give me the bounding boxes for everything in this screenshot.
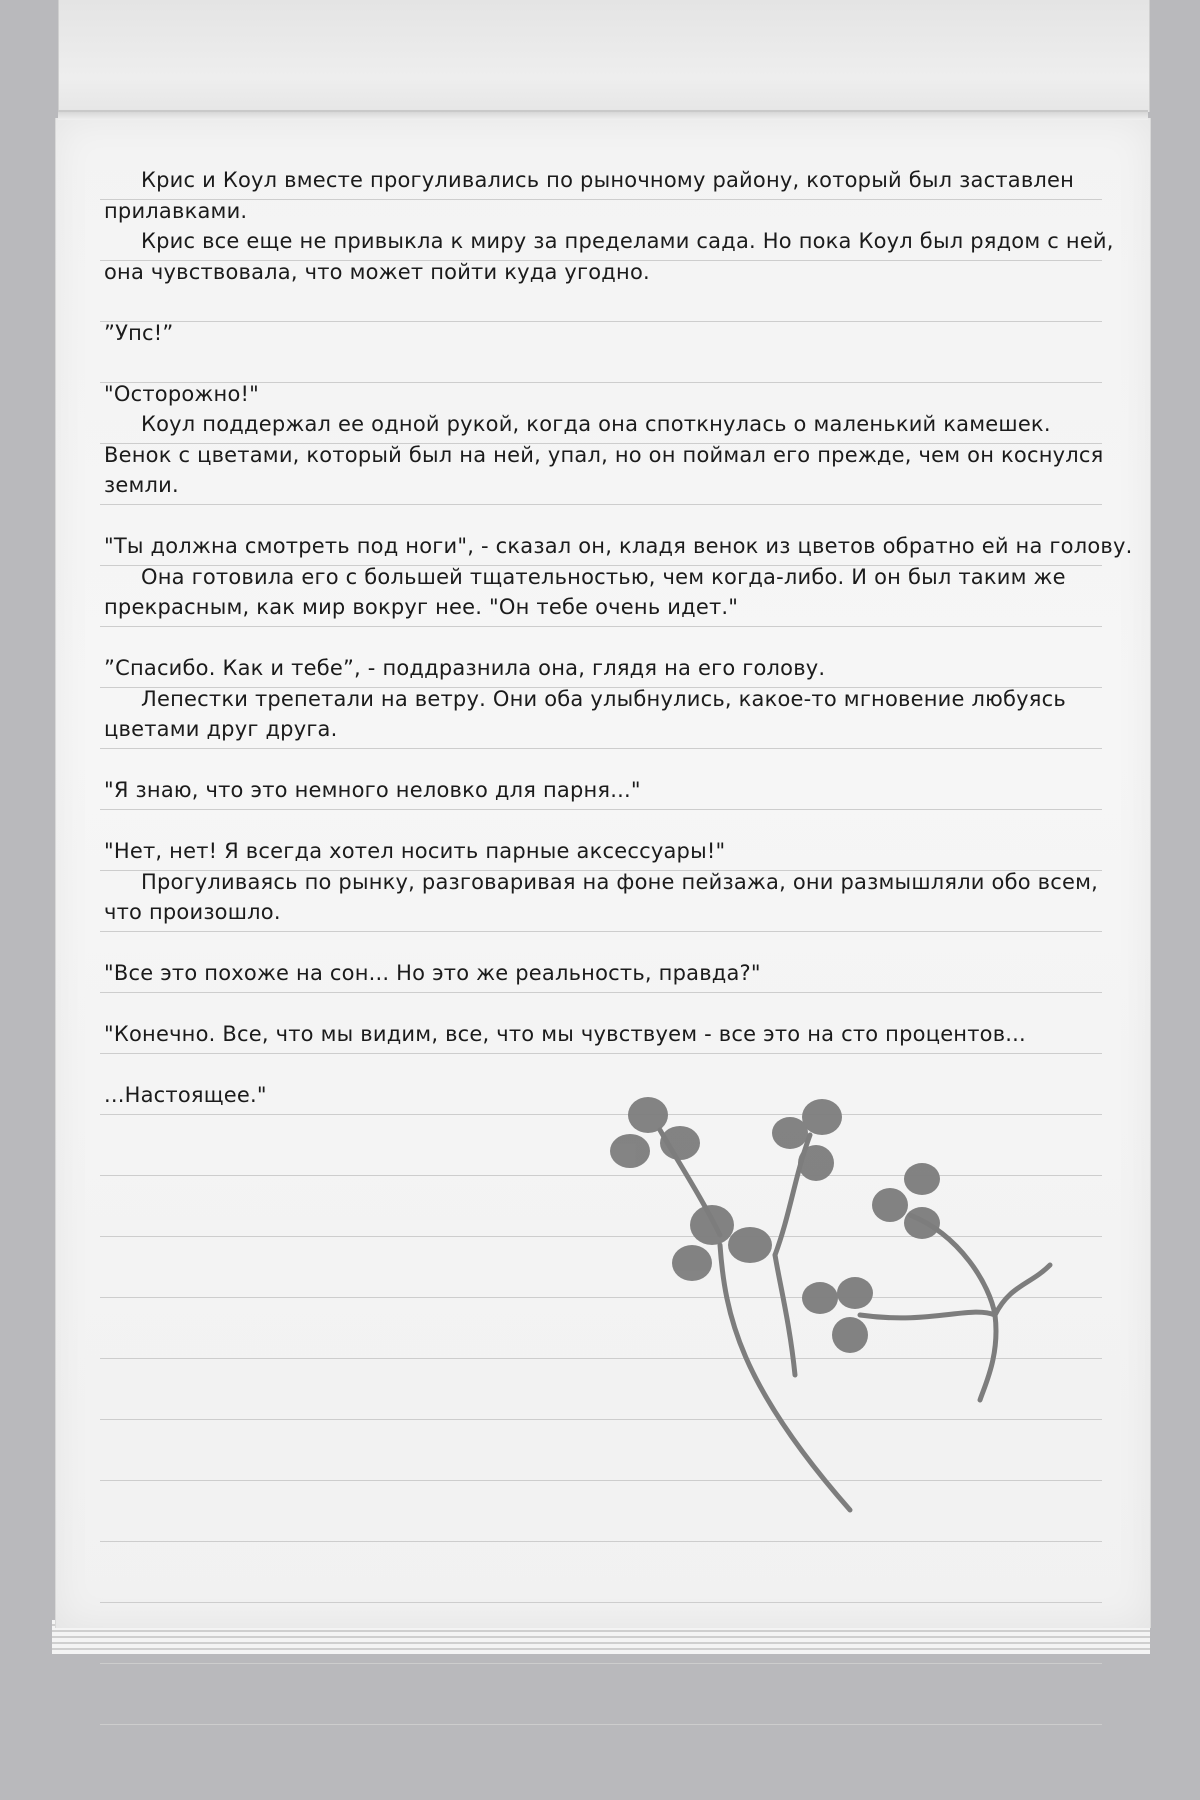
story-text xyxy=(104,165,1133,1111)
paragraph: ...Настоящее." xyxy=(104,1083,267,1107)
rule-line xyxy=(100,1663,1102,1664)
paragraph: Крис и Коул вместе прогуливались по рыночному району, который был заставлен прилавками. xyxy=(104,168,1075,223)
paragraph: "Я знаю, что это немного неловко для парня..." xyxy=(104,778,641,802)
rule-line xyxy=(100,1602,1102,1603)
paragraph: ”Спасибо. Как и тебе”, - поддразнила она, глядя на его голову. xyxy=(104,656,826,680)
paragraph: ”Упс!” xyxy=(104,320,174,345)
paragraph: Коул поддержал ее одной рукой, когда она споткнулась о маленький камешек. Венок с цветами, который был на ней, упал, но он поймал его прежде, чем он коснулся земли. xyxy=(104,412,1104,497)
notebook-binding xyxy=(58,110,1148,120)
pressed-clover-icon xyxy=(600,1085,1060,1545)
paragraph: "Все это похоже на сон... Но это же реальность, правда?" xyxy=(104,961,761,985)
paragraph: "Конечно. Все, что мы видим, все, что мы чувствуем - все это на сто процентов... xyxy=(104,1022,1026,1046)
paragraph: "Ты должна смотреть под ноги", - сказал он, кладя венок из цветов обратно ей на голову. xyxy=(104,534,1133,558)
paragraph: "Нет, нет! Я всегда хотел носить парные аксессуары!" xyxy=(104,839,726,863)
paragraph: Она готовила его с большей тщательностью, чем когда-либо. И он был таким же прекрасным, как мир вокруг нее. "Он тебе очень идет." xyxy=(104,564,1066,619)
paragraph: Прогуливаясь по рынку, разговаривая на фоне пейзажа, они размышляли обо всем, что произошло. xyxy=(104,869,1099,924)
paragraph: "Осторожно!" xyxy=(104,381,259,406)
paragraph: Крис все еще не привыкла к миру за пределами сада. Но пока Коул был рядом с ней, она чувствовала, что может пойти куда угодно. xyxy=(104,229,1114,284)
rule-line xyxy=(100,1724,1102,1725)
notebook-top-flap xyxy=(58,0,1150,112)
paragraph: Лепестки трепетали на ветру. Они оба улыбнулись, какое-то мгновение любуясь цветами друг друга. xyxy=(104,686,1066,741)
